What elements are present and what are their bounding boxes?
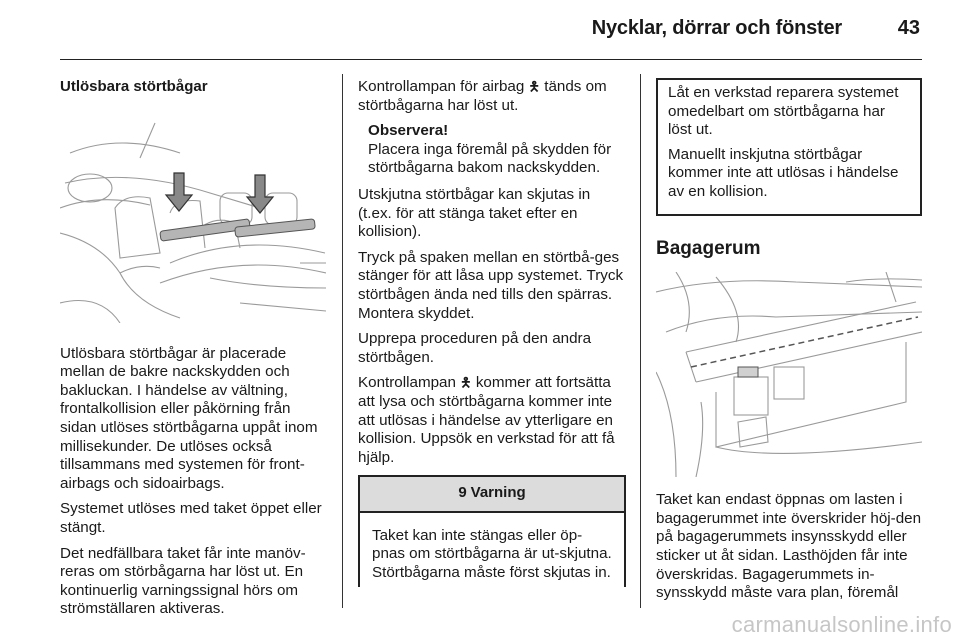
page-header-title: Nycklar, dörrar och fönster [591, 17, 842, 39]
warning-text: Taket kan inte stängas eller öp-pnas om störtbågarna är ut-skjutna. Störtbågarna måste först skjutas in. [372, 526, 612, 582]
paragraph: Kontrollampan 🯅 kommer att fortsätta att lysa och störtbågarna kommer inte att utlösas i händelse av ytterligare en kollision. Uppsök en verkstad för att få hjälp. [358, 374, 615, 466]
info-box [656, 78, 922, 216]
airbag-warning-icon: 🯅 [460, 375, 472, 391]
watermark: carmanualsonline.info [731, 612, 952, 637]
paragraph: Kontrollampan för airbag 🯅 tänds om störtbågarna har löst ut. [358, 78, 607, 114]
note-title: Observera! [368, 122, 449, 140]
warning-title: Varning [470, 484, 526, 502]
airbag-warning-icon: 🯅 [528, 79, 540, 94]
paragraph: Upprepa proceduren på den andra störtbågen. [358, 330, 592, 366]
paragraph: Taket kan endast öppnas om lasten i bagagerummet inte överskrider höj-den på bagagerummets insynsskydd eller sticker ut åt sidan. Lasthöjden får inte överskridas. Bagagerummets in-synsskydd måste vara plan, föremål [656, 491, 922, 602]
column-2 [358, 78, 626, 587]
column-divider-1 [342, 74, 343, 608]
warning-triangle-icon: 9 [458, 484, 467, 502]
column-3 [656, 78, 922, 610]
paragraph: Det nedfällbara taket får inte manöv-reras om störbågarna har löst ut. En kontinuerlig varningssignal hörs om strömställaren aktiveras. [60, 544, 306, 618]
paragraph: Utskjutna störtbågar kan skjutas in (t.ex. för att stänga taket efter en kollision). [358, 185, 591, 241]
paragraph: Låt en verkstad reparera systemet omedelbart om störtbågarna har löst ut. [668, 84, 899, 139]
warning-box [358, 475, 626, 586]
paragraph: Systemet utlöses med taket öppet eller stängt. [60, 500, 322, 536]
note-block [358, 122, 626, 178]
page-number: 43 [897, 17, 920, 39]
paragraph: Utlösbara störtbågar är placerade mellan de bakre nackskydden och bakluckan. I händelse av vältning, frontalkollision eller påkörning från sidan utlöses störtbågarna uppåt inom millisekunder. De utlöses också tillsammans med systemen för front-airbags och sidoairbags. [60, 344, 318, 492]
subheading-rollover-bars: Utlösbara störtbågar [60, 78, 208, 95]
note-text: Placera inga föremål på skydden för störtbågarna bakom nackskydden. [368, 140, 612, 177]
paragraph: Manuellt inskjutna störtbågar kommer inte att utlösas i händelse av en kollision. [668, 145, 899, 200]
luggage-compartment-illustration [656, 272, 922, 477]
rollover-bar-illustration [60, 113, 326, 323]
column-1 [60, 78, 328, 626]
warning-header [360, 477, 624, 513]
paragraph: Tryck på spaken mellan en störtbå-ges stänger för att låsa upp systemet. Tryck störtbågen ända ned tills den spärras. Montera skyddet. [358, 248, 624, 322]
section-heading-luggage: Bagagerum [656, 237, 761, 259]
column-divider-2 [640, 74, 641, 608]
header-rule [60, 59, 922, 60]
